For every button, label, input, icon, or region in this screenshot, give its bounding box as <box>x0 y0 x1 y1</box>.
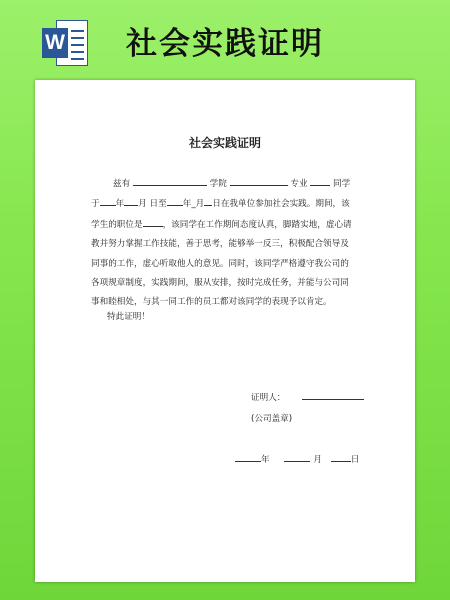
year-label: 年 <box>261 455 270 465</box>
word-icon <box>42 20 90 66</box>
end-year-blank <box>167 194 183 206</box>
body-line-7: 事和睦相处，与其一同工作的员工都对该同学的表现予以肯定。 <box>91 297 332 308</box>
day-label: 日 <box>350 455 360 465</box>
start-month-blank <box>124 194 138 206</box>
month-blank <box>284 450 310 462</box>
body-line-5: 同事的工作，虚心听取他人的意见。同时，该同学严格遵守我公司的 <box>91 258 349 269</box>
major-blank <box>310 174 330 186</box>
body-line-4: 教并努力掌握工作技能，善于思考，能够举一反三，积极配合领导及 <box>91 239 349 250</box>
header <box>0 0 450 80</box>
start-year-blank <box>100 194 116 206</box>
document-title: 社会实践证明 <box>188 136 261 150</box>
month-label: 月 <box>313 455 322 465</box>
body-line-6: 各项规章制度，实践期间，服从安排，按时完成任务，并能与公司同 <box>91 278 349 289</box>
position-blank <box>143 215 163 227</box>
year-blank <box>235 450 261 462</box>
document-page <box>35 80 415 582</box>
word-icon-letter: W <box>42 28 68 58</box>
document-body <box>91 174 361 313</box>
company-seal-label: (公司盖章) <box>251 414 293 424</box>
page-title: 社会实践证明 <box>126 26 324 62</box>
name-blank <box>133 174 207 186</box>
college-blank <box>230 174 288 186</box>
signer-blank <box>302 388 364 400</box>
body-line-2: 于 年 月 日至 年_月 日在我单位参加社会实践。期间，该 <box>91 194 361 214</box>
signer-label: 证明人： <box>251 393 286 403</box>
signer-row <box>251 388 364 403</box>
body-line-1: 兹有 学院 专业 同学 <box>91 174 361 194</box>
date-row <box>235 450 359 465</box>
closing-statement: 特此证明！ <box>107 312 150 322</box>
day-blank <box>331 450 351 462</box>
body-line-3: 学生的职位是 ，该同学在工作期间态度认真，脚踏实地，虚心请 <box>91 215 361 235</box>
